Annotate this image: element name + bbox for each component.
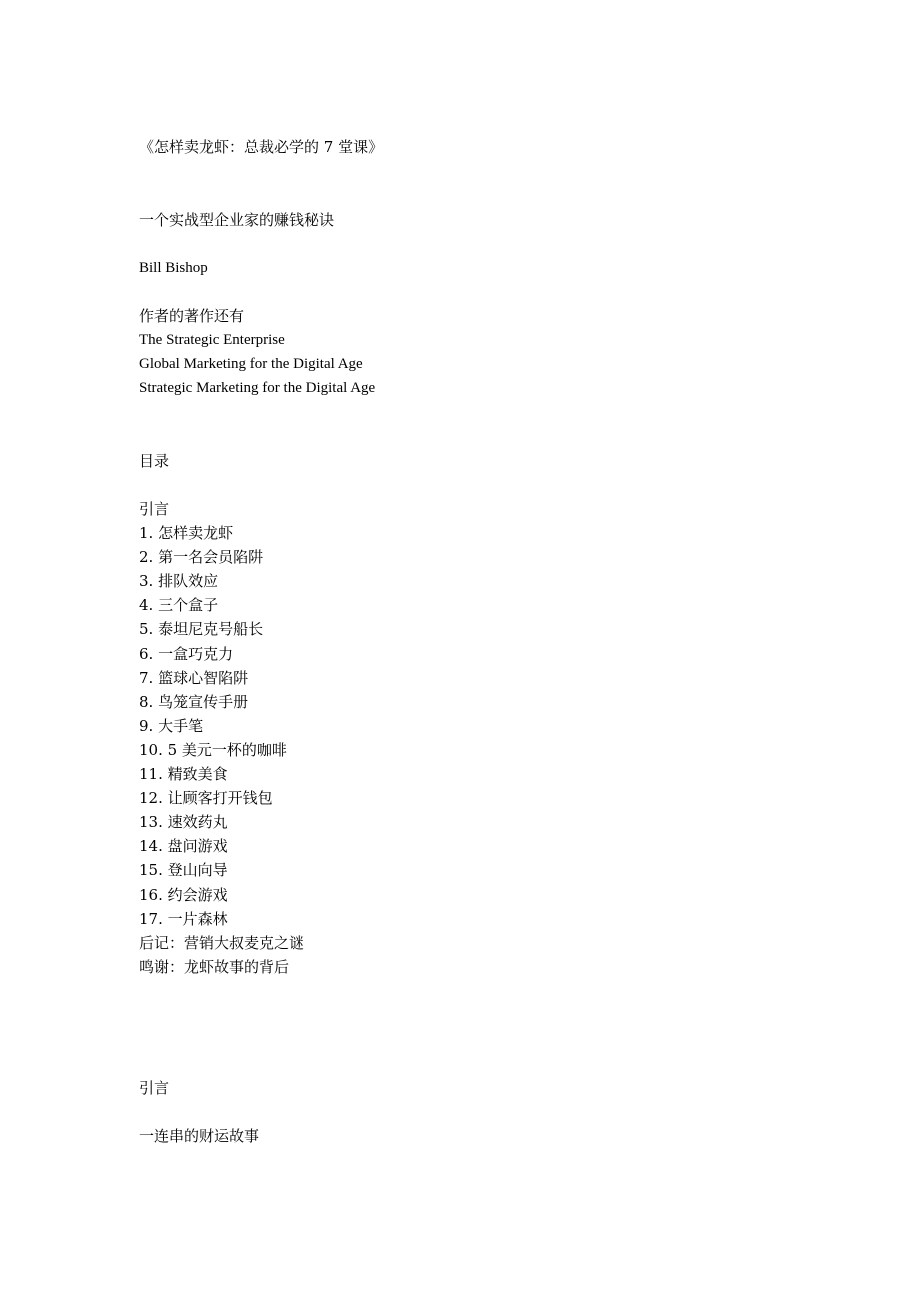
toc-item: 14. 盘问游戏 bbox=[139, 837, 228, 855]
toc-heading: 目录 bbox=[139, 452, 170, 470]
toc-item: 7. 篮球心智陷阱 bbox=[139, 669, 249, 687]
toc-item: 1. 怎样卖龙虾 bbox=[139, 524, 234, 542]
toc-item: 12. 让顾客打开钱包 bbox=[139, 789, 273, 807]
toc-item: 11. 精致美食 bbox=[139, 765, 228, 783]
toc-item: 2. 第一名会员陷阱 bbox=[139, 548, 264, 566]
intro-heading: 引言 bbox=[139, 1079, 170, 1097]
book-title: 《怎样卖龙虾：总裁必学的 7 堂课》 bbox=[139, 138, 384, 156]
other-work-item: The Strategic Enterprise bbox=[139, 332, 285, 348]
toc-item: 鸣谢：龙虾故事的背后 bbox=[139, 958, 290, 976]
toc-item: 引言 bbox=[139, 500, 170, 518]
toc-item: 17. 一片森林 bbox=[139, 910, 228, 928]
author-name: Bill Bishop bbox=[139, 260, 208, 276]
toc-item: 13. 速效药丸 bbox=[139, 813, 228, 831]
toc-item: 15. 登山向导 bbox=[139, 861, 228, 879]
toc-item: 16. 约会游戏 bbox=[139, 886, 228, 904]
intro-subheading: 一连串的财运故事 bbox=[139, 1127, 260, 1145]
toc-item: 后记：营销大叔麦克之谜 bbox=[139, 934, 305, 952]
toc-item: 9. 大手笔 bbox=[139, 717, 204, 735]
toc-item: 4. 三个盒子 bbox=[139, 596, 219, 614]
other-work-item: Global Marketing for the Digital Age bbox=[139, 356, 363, 372]
toc-item: 6. 一盒巧克力 bbox=[139, 645, 234, 663]
book-subtitle: 一个实战型企业家的赚钱秘诀 bbox=[139, 211, 335, 229]
other-work-item: Strategic Marketing for the Digital Age bbox=[139, 380, 376, 396]
toc-item: 10. 5 美元一杯的咖啡 bbox=[139, 741, 287, 759]
toc-item: 8. 鸟笼宣传手册 bbox=[139, 693, 249, 711]
other-works-heading: 作者的著作还有 bbox=[139, 307, 245, 325]
toc-item: 3. 排队效应 bbox=[139, 572, 219, 590]
toc-item: 5. 泰坦尼克号船长 bbox=[139, 620, 264, 638]
